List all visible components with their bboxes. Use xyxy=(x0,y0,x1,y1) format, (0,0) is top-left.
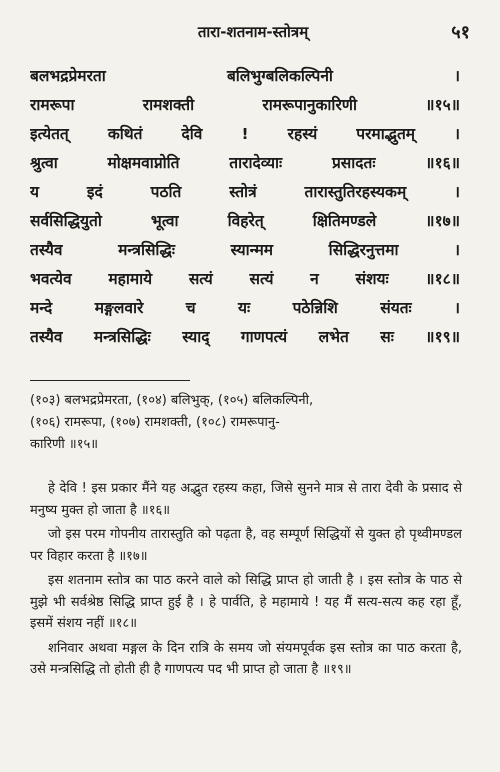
sanskrit-verses xyxy=(30,62,460,352)
verse-line: सर्वसिद्धियुतो भूत्वा विहरेत् क्षितिमण्डले ॥१७॥ xyxy=(30,212,460,230)
footnote-line: (१०६) रामरूपा, (१०७) रामशक्ती, (१०८) रामरूपानु- xyxy=(30,415,280,430)
verse-line: य इदं पठति स्तोत्रं तारास्तुतिरहस्यकम् । xyxy=(30,183,460,201)
footnote-divider xyxy=(30,380,190,381)
page-number: ५१ xyxy=(451,22,470,43)
footnote-line: (१०३) बलभद्रप्रेमरता, (१०४) बलिभुक्, (१०५) बलिकल्पिनी, xyxy=(30,393,314,408)
verse-line: श्रुत्वा मोक्षमवाप्नोति तारादेव्याः प्रसादतः ॥१६॥ xyxy=(30,154,460,172)
translation-paragraph: हे देवि ! इस प्रकार मैंने यह अद्भुत रहस्य कहा, जिसे सुनने मात्र से तारा देवी के प्रसाद से मनुष्य मुक्त हो जाता है ॥१६॥ xyxy=(30,481,462,518)
verse-line: रामरूपा रामशक्ती रामरूपानुकारिणी ॥१५॥ xyxy=(30,96,460,114)
translation-paragraph: शनिवार अथवा मङ्गल के दिन रात्रि के समय जो संयमपूर्वक इस स्तोत्र का पाठ करता है, उसे मन्त्रसिद्धि तो होती ही है गाणपत्य पद भी प्राप्त हो जाता है ॥१९॥ xyxy=(30,640,462,677)
verse-line: तस्यैव मन्त्रसिद्धिः स्यान्मम सिद्धिरनुत्तमा । xyxy=(30,241,460,259)
verse-line: भवत्येव महामाये सत्यं सत्यं न संशयः ॥१८॥ xyxy=(30,270,460,288)
translation-paragraph: जो इस परम गोपनीय तारास्तुति को पढ़ता है, वह सम्पूर्ण सिद्धियों से युक्त हो पृथ्वीमण्डल पर विहार करता है ॥१७॥ xyxy=(30,527,462,564)
verse-line: मन्दे मङ्गलवारे च यः पठेन्निशि संयतः । xyxy=(30,299,460,317)
page-header xyxy=(28,20,478,46)
translation-paragraph: इस शतनाम स्तोत्र का पाठ करने वाले को सिद्धि प्राप्त हो जाती है । इस स्तोत्र के पाठ से मुझे भी सर्वश्रेष्ठ सिद्धि प्राप्त हुई है । हे पार्वति, हे महामाये ! यह मैं सत्य-सत्य कह रहा हूँ, इसमें संशय नहीं ॥१८॥ xyxy=(30,573,462,631)
verse-line: इत्येतत् कथितं देवि ! रहस्यं परमाद्भुतम् । xyxy=(30,125,460,143)
name-list-footnote xyxy=(30,390,462,456)
verse-line: बलभद्रप्रेमरता बलिभुग्बलिकल्पिनी । xyxy=(30,67,460,85)
running-title: तारा-शतनाम-स्तोत्रम् xyxy=(197,23,309,41)
hindi-translation xyxy=(30,478,462,684)
verse-line: तस्यैव मन्त्रसिद्धिः स्याद् गाणपत्यं लभेत सः ॥१९॥ xyxy=(30,328,460,346)
footnote-line: कारिणी ॥१५॥ xyxy=(30,437,99,452)
